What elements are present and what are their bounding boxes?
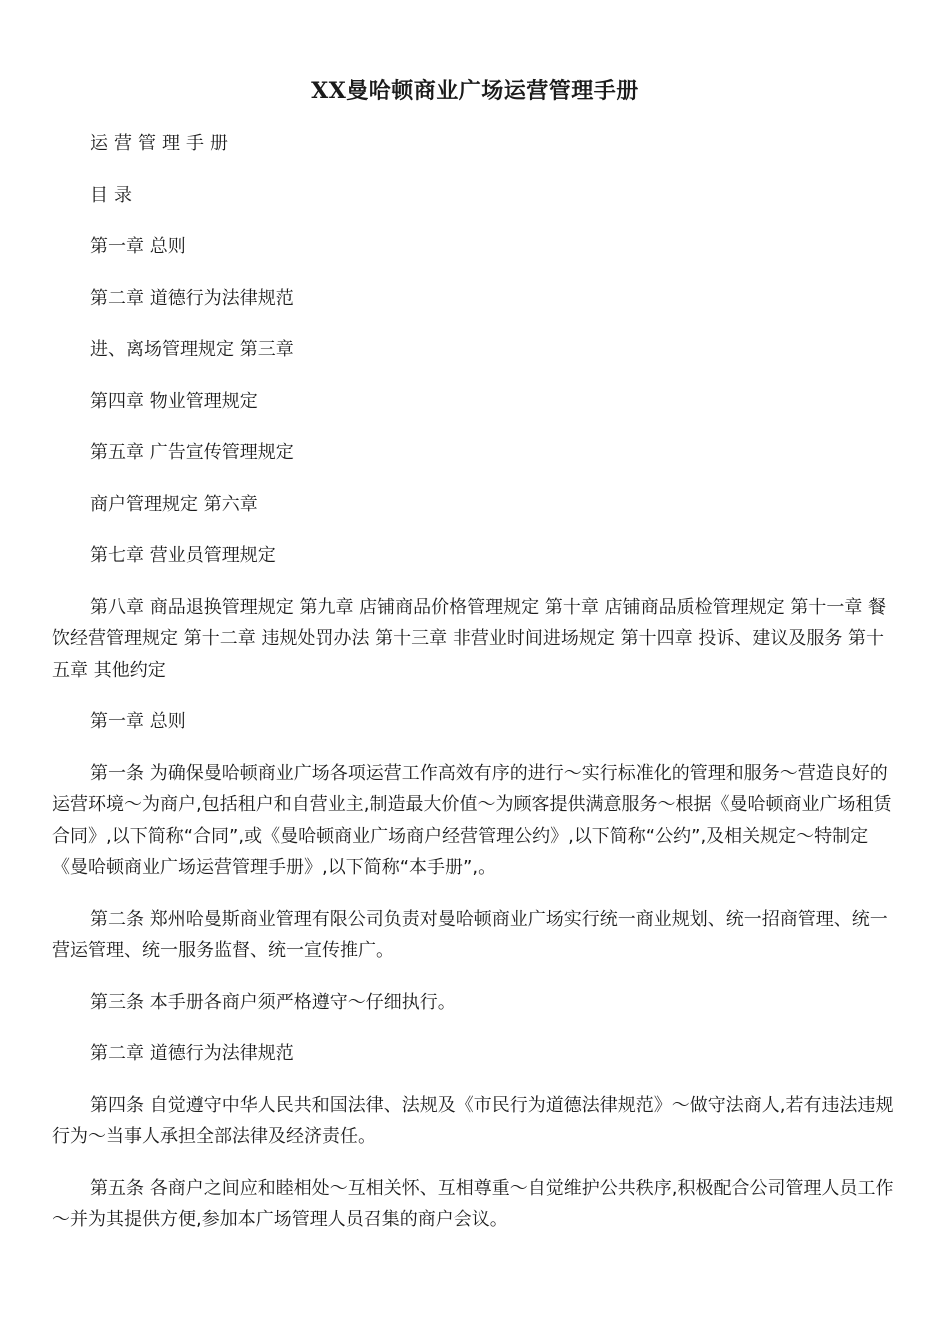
- toc-entries-chapter-8-15: 第八章 商品退换管理规定 第九章 店铺商品价格管理规定 第十章 店铺商品质检管理规定 第十一章 餐饮经营管理规定 第十二章 违规处罚办法 第十三章 非营业时间进场规定 第十四章 投诉、建议及服务 第十五章 其他约定: [52, 596, 887, 681]
- document-title: XX曼哈顿商业广场运营管理手册: [311, 78, 639, 104]
- article-1: 第一条 为确保曼哈顿商业广场各项运营工作高效有序的进行～实行标准化的管理和服务～营造良好的运营环境～为商户,包括租户和自营业主,制造最大价值～为顾客提供满意服务～根据《曼哈顿商业广场租赁合同》,以下简称“合同”,或《曼哈顿商业广场商户经营管理公约》,以下简称“公约”,及相关规定～特制定《曼哈顿商业广场运营管理手册》,以下简称“本手册”,。: [52, 762, 892, 878]
- toc-entry-chapter-7: 第七章 营业员管理规定: [90, 545, 276, 566]
- chapter-1-heading: 第一章 总则: [90, 711, 186, 732]
- toc-entry-chapter-2: 第二章 道德行为法律规范: [90, 287, 294, 309]
- article-3: 第三条 本手册各商户须严格遵守～仔细执行。: [90, 991, 456, 1013]
- chapter-2-heading: 第二章 道德行为法律规范: [90, 1043, 294, 1064]
- toc-entry-chapter-6: 商户管理规定 第六章: [90, 493, 258, 515]
- article-2: 第二条 郑州哈曼斯商业管理有限公司负责对曼哈顿商业广场实行统一商业规划、统一招商管理、统一营运管理、统一服务监督、统一宣传推广。: [52, 908, 888, 961]
- toc-entry-chapter-1: 第一章 总则: [90, 236, 186, 257]
- toc-entry-chapter-3: 进、离场管理规定 第三章: [90, 339, 294, 360]
- toc-entry-chapter-4: 第四章 物业管理规定: [90, 390, 258, 412]
- article-5: 第五条 各商户之间应和睦相处～互相关怀、互相尊重～自觉维护公共秩序,积极配合公司管理人员工作～并为其提供方便,参加本广场管理人员召集的商户会议。: [52, 1177, 894, 1230]
- subtitle-manual: 运营管理手册: [90, 133, 234, 154]
- toc-entry-chapter-5: 第五章 广告宣传管理规定: [90, 442, 294, 463]
- article-4: 第四条 自觉遵守中华人民共和国法律、法规及《市民行为道德法律规范》～做守法商人,若有违法违规行为～当事人承担全部法律及经济责任。: [52, 1094, 894, 1147]
- toc-heading: 目录: [90, 184, 138, 206]
